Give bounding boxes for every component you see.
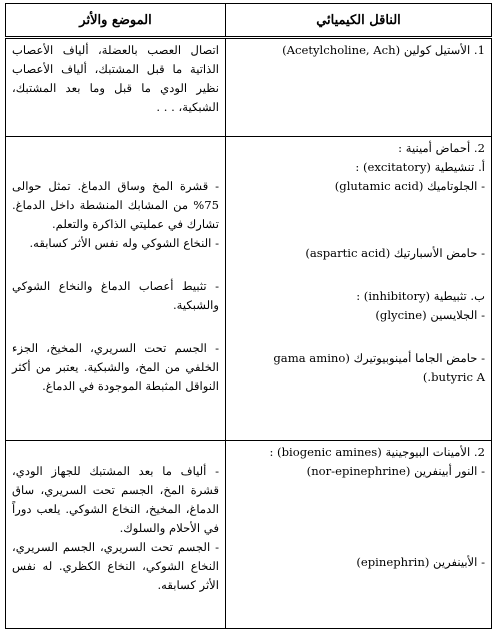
group-heading: 2. أحماض أمينية :	[398, 141, 485, 155]
site-item: - النخاع الشوكي وله نفس الأثر كسابقه.	[29, 236, 219, 250]
site-item: - تثبيط أعصاب الدماغ والنخاع الشوكي والشبكية.	[12, 279, 219, 312]
subgroup-heading: ب. تثبيطية (inhibitory) :	[356, 289, 485, 303]
neurotransmitter-table	[5, 3, 492, 629]
chemical-name: - حامض الأسبارتيك (aspartic acid)	[305, 246, 485, 260]
page	[5, 3, 491, 624]
site-description: اتصال العصب بالعضلة، ألياف الأعصاب الذاتية ما قبل المشتبك، ألياف الأعصاب نظير الودي ما قبل وما بعد المشتبك، الشبكية، . . .	[12, 43, 219, 114]
chemical-name: - النور أبينفرين (nor-epinephrine)	[306, 464, 485, 478]
chemical-cell	[226, 137, 492, 441]
table-row	[6, 137, 492, 441]
chemical-name: - حامض الجاما أمينوبيوتيرك (gama amino	[273, 351, 485, 365]
site-cell	[6, 38, 226, 137]
subgroup-heading: أ. تنشيطية (excitatory) :	[355, 160, 485, 174]
chemical-cell	[226, 441, 492, 629]
chemical-name-continued: butyric A.)	[422, 370, 485, 384]
header-row	[6, 4, 492, 38]
site-item: - قشرة المخ وساق الدماغ. تمثل حوالى 75% من المشابك المنشطة داخل الدماغ. تشارك في عمليتي الذاكرة والتعلم.	[12, 179, 219, 231]
table-row	[6, 38, 492, 137]
table-row	[6, 441, 492, 629]
chemical-name: - الجلايسين (glycine)	[375, 308, 485, 322]
group-heading: 2. الأمينات البيوجينية (biogenic amines) :	[269, 445, 485, 459]
chemical-name: - الجلوتاميك (glutamic acid)	[334, 179, 485, 193]
header-site: الموضع والأثر	[6, 4, 226, 38]
site-item: - ألياف ما بعد المشتبك للجهاز الودي، قشرة المخ، الجسم تحت السريري، ساق الدماغ، المخيخ، النخاع الشوكي. يلعب دوراً في الأحلام والسلوك.	[12, 464, 219, 535]
chemical-name: - الأبينفرين (epinephrin)	[356, 555, 485, 569]
chemical-name: 1. الأستيل كولين (Acetylcholine, Ach)	[282, 43, 485, 57]
header-chemical: الناقل الكيميائي	[226, 4, 492, 38]
chemical-cell	[226, 38, 492, 137]
site-item: - الجسم تحت السريري، المخيخ، الجزء الخلفي من المخ، والشبكية. يعتبر من أكثر النواقل المثبطة الموجودة في الدماغ.	[12, 341, 219, 393]
site-item: - الجسم تحت السريري، الجسم السريري، النخاع الشوكي، النخاع الكظري. له نفس الأثر كسابقه.	[12, 540, 219, 592]
site-cell	[6, 441, 226, 629]
site-cell	[6, 137, 226, 441]
